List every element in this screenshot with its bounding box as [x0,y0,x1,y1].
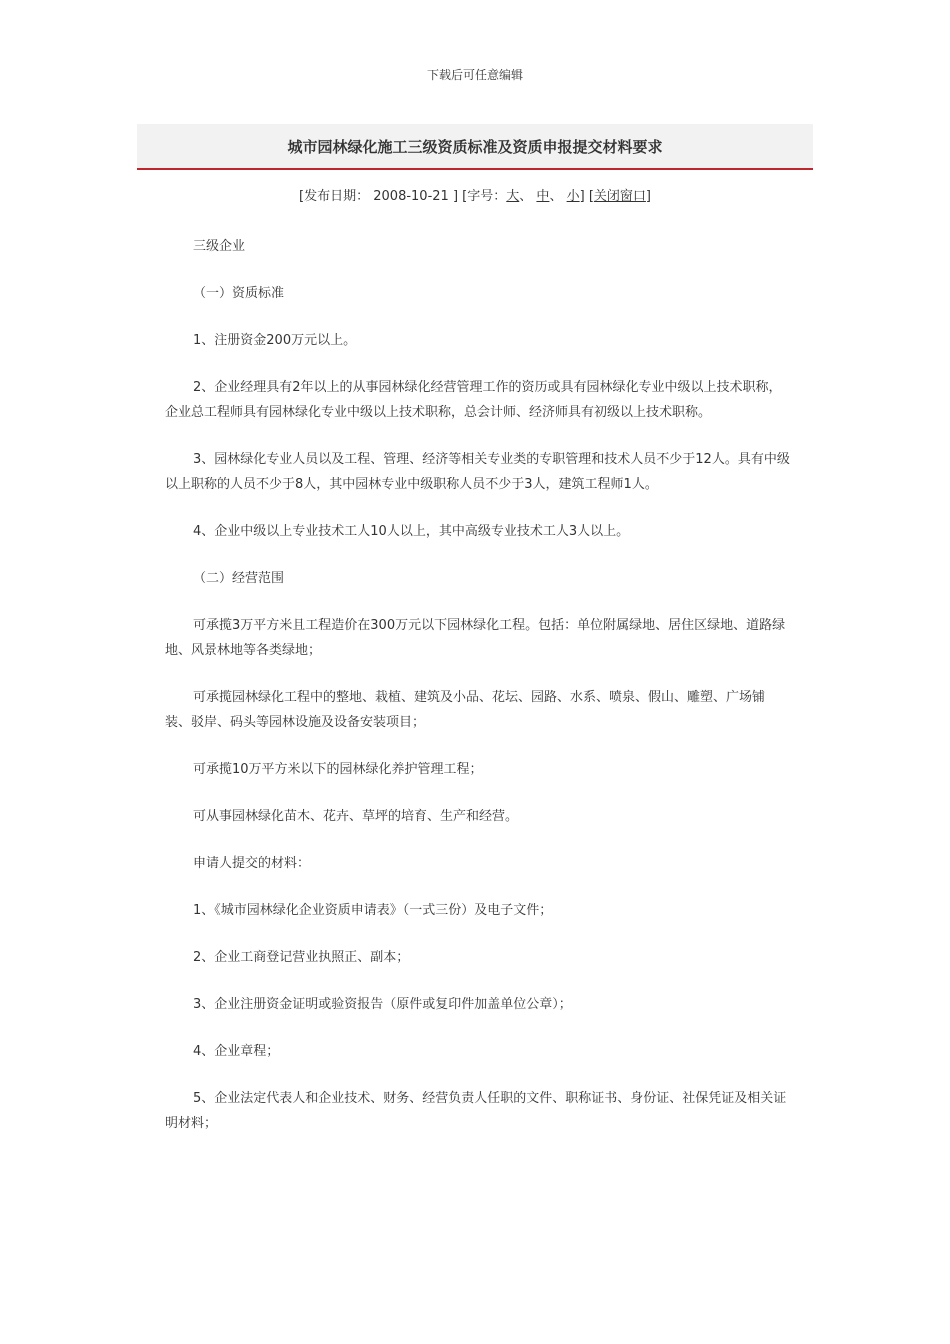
paragraph: 3、企业注册资金证明或验资报告（原件或复印件加盖单位公章）； [193,997,572,1012]
paragraph: 三级企业 [193,239,246,254]
paragraph: 申请人提交的材料： [193,856,311,871]
date-label: 发布日期： [304,189,370,204]
separator: 、 [519,189,533,204]
meta-bracket: ] [ [579,189,594,204]
title-bar [137,124,813,170]
meta-bracket: ] [ [452,189,468,204]
paragraph: 5、企业法定代表人和企业技术、财务、经营负责人任职的文件、职称证书、身份证、社保凭证及相关证明材料； [165,1091,787,1131]
font-size-label: 字号： [467,189,507,204]
date-value: 2008-10-21 [373,189,449,204]
paragraph: 2、企业经理具有2年以上的从事园林绿化经营管理工作的资历或具有园林绿化专业中级以上技术职称，企业总工程师具有园林绿化专业中级以上技术职称，总会计师、经济师具有初级以上技术职称。 [165,380,782,420]
paragraph: 可承揽3万平方米且工程造价在300万元以下园林绿化工程。包括：单位附属绿地、居住区绿地、道路绿地、风景林地等各类绿地； [165,618,786,658]
paragraph: 3、园林绿化专业人员以及工程、管理、经济等相关专业类的专职管理和技术人员不少于12人。具有中级以上职称的人员不少于8人，其中园林专业中级职称人员不少于3人，建筑工程师1人。 [165,452,790,492]
paragraph: 4、企业章程； [193,1044,280,1059]
page-title: 城市园林绿化施工三级资质标准及资质申报提交材料要求 [287,137,663,156]
font-size-small-link[interactable]: 小 [566,189,580,204]
meta-line [0,185,950,204]
article-body [165,234,790,1158]
font-size-medium-link[interactable]: 中 [536,189,550,204]
paragraph: （一）资质标准 [193,286,285,301]
paragraph: 4、企业中级以上专业技术工人10人以上，其中高级专业技术工人3人以上。 [193,524,630,539]
meta-bracket: [ [299,189,305,204]
paragraph: 可从事园林绿化苗木、花卉、草坪的培育、生产和经营。 [193,809,519,824]
header-note: 下载后可任意编辑 [426,68,523,82]
paragraph: 可承揽园林绿化工程中的整地、栽植、建筑及小品、花坛、园路、水系、喷泉、假山、雕塑、广场铺装、驳岸、码头等园林设施及设备安装项目； [165,690,766,730]
paragraph: （二）经营范围 [193,571,285,586]
meta-bracket: ] [645,189,651,204]
paragraph: 2、企业工商登记营业执照正、副本； [193,950,410,965]
paragraph: 1、注册资金200万元以上。 [193,333,357,348]
paragraph: 1、《城市园林绿化企业资质申请表》（一式三份）及电子文件； [193,903,553,918]
separator: 、 [549,189,563,204]
font-size-large-link[interactable]: 大 [506,189,520,204]
paragraph: 可承揽10万平方米以下的园林绿化养护管理工程； [193,762,483,777]
close-window-link[interactable]: 关闭窗口 [593,189,646,204]
